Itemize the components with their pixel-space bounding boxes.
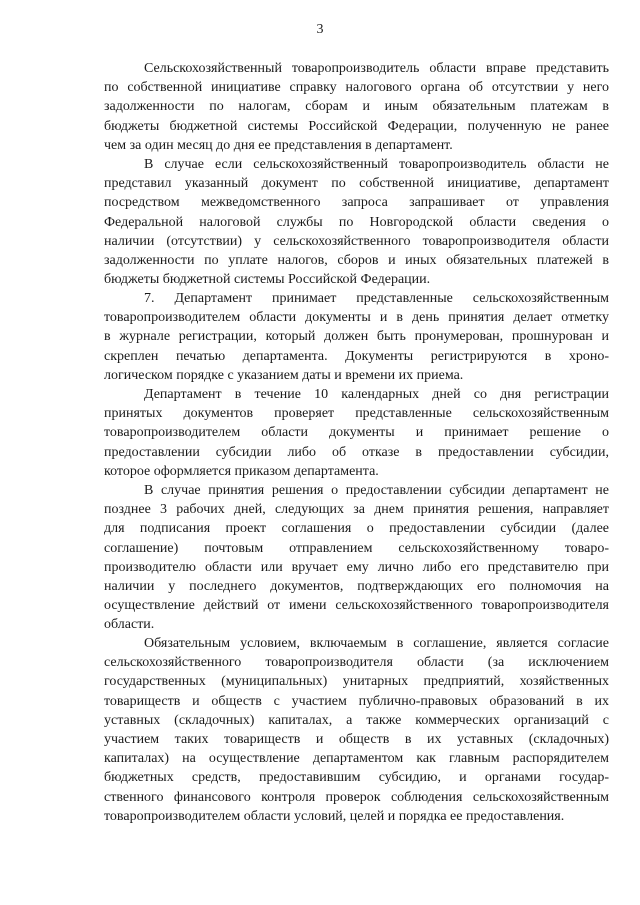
text-line: уставных (складочных) капиталах, а также коммерческих организаций с [104,712,609,728]
paragraph [104,634,609,826]
text-line: предоставлении субсидии либо об отказе в предоставлении субсидии, [104,444,609,460]
text-line: чем за один месяц до дня ее представления в департамент. [104,137,453,153]
text-line: наличии у последнего документов, подтверждающих его полномочия на [104,578,609,594]
text-line: для подписания проект соглашения о предоставлении субсидии (далее [104,521,609,537]
text-line: принятых документов проверяет представленные сельскохозяйственным [104,406,609,422]
paragraph [104,59,609,155]
page-number: 3 [316,22,324,37]
text-line: сельскохозяйственного товаропроизводителя области (за исключением [104,655,609,671]
text-line: товаропроизводителем области документы и в день принятия делает отметку [104,310,609,326]
text-line: осуществление действий от имени сельскохозяйственного товаропроизводителя [104,598,609,614]
text-line: В случае если сельскохозяйственный товаропроизводитель области не [144,157,609,172]
text-line: бюджетных средств, предоставившим субсидию, и органами государ- [104,770,609,786]
text-line: области. [104,617,155,633]
text-line: государственных (муниципальных) унитарных предприятий, хозяйственных [104,674,609,690]
text-line: Сельскохозяйственный товаропроизводитель области вправе представить [144,61,609,76]
text-line: В случае принятия решения о предоставлении субсидии департамент не [144,483,609,498]
text-line: которое оформляется приказом департамента. [104,463,379,479]
text-line: логическом порядке с указанием даты и времени их приема. [104,367,464,383]
text-line: задолженности по налогам, сборам и иным обязательным платежам в [104,99,609,115]
text-line: товаропроизводителем области условий, целей и порядка ее предоставления. [104,808,565,824]
text-line: ственного финансового контроля проверок соблюдения сельскохозяйственным [104,789,609,805]
text-line: Департамент в течение 10 календарных дней со дня регистрации [144,387,609,402]
text-line: участием таких товариществ и обществ в их уставных (складочных) [104,731,609,747]
text-line: производителю области или вручает ему лично либо его представителю при [104,559,609,575]
text-line: бюджеты бюджетной системы Российской Федерации. [104,272,431,288]
text-line: бюджеты бюджетной системы Российской Федерации, полученную не ранее [104,118,609,134]
text-line: по собственной инициативе справку налогового органа об отсутствии у него [104,80,609,96]
text-line: посредством межведомственного запроса запрашивает от управления [104,195,609,211]
text-line: Федеральной налоговой службы по Новгородской области сведения о [104,214,609,230]
text-line: позднее 3 рабочих дней, следующих за днем принятия решения, направляет [104,502,609,518]
text-line: задолженности по уплате налогов, сборов и иных обязательных платежей в [104,252,609,268]
paragraph [104,481,609,635]
text-line: товариществ и обществ с участием публично-правовых образований в их [104,693,609,709]
text-line: представил указанный документ по собственной инициативе, департамент [104,176,609,192]
paragraph [104,155,609,289]
text-line: товаропроизводителем области документы и принимает решение о [104,425,609,441]
paragraph [104,289,609,385]
text-line: соглашение) почтовым отправлением сельскохозяйственному товаро- [104,540,609,556]
text-line: наличии (отсутствии) у сельскохозяйственного товаропроизводителя области [104,233,609,249]
text-line: скреплен печатью департамента. Документы регистрируются в хроно- [104,348,609,364]
text-line: 7. Департамент принимает представленные сельскохозяйственным [144,291,609,306]
text-line: в журнале регистрации, который должен быть пронумерован, прошнурован и [104,329,609,345]
text-line: Обязательным условием, включаемым в соглашение, является согласие [144,636,609,651]
paragraph [104,385,609,481]
text-line: капиталах) на осуществление департаментом как главным распорядителем [104,751,609,767]
